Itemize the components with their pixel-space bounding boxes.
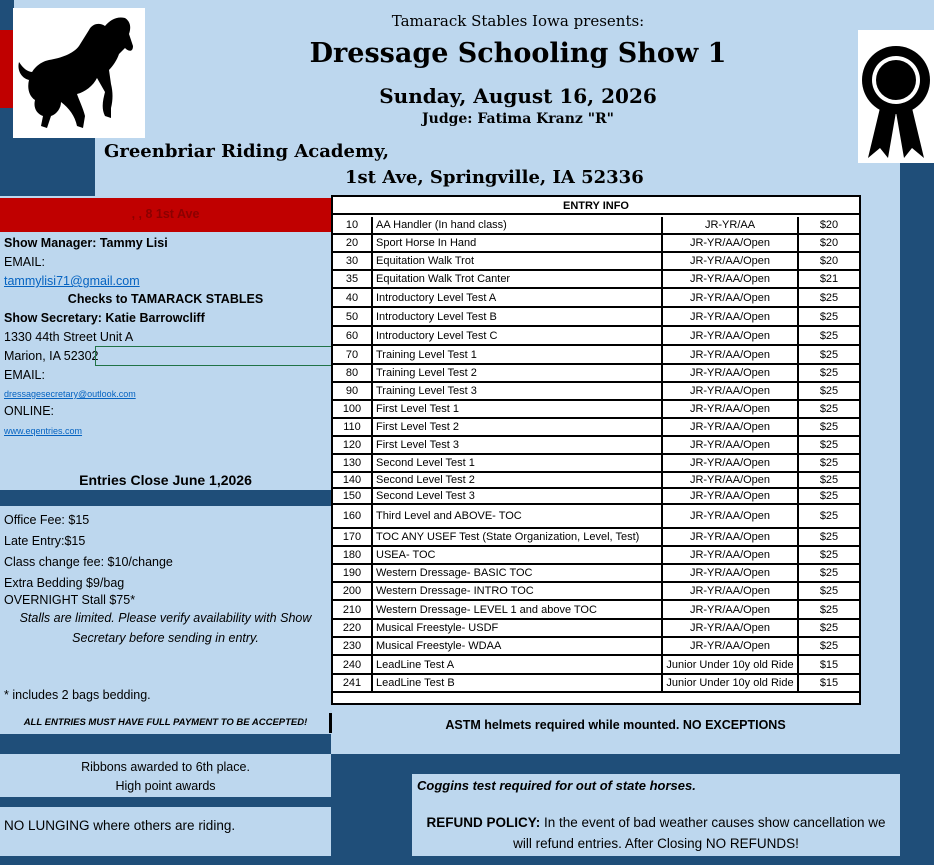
class-division: JR-YR/AA/Open [663, 638, 799, 654]
class-fee: $20 [819, 219, 839, 231]
bedding-note: * includes 2 bags bedding. [4, 688, 151, 702]
class-number: 40 [333, 289, 373, 306]
table-row [333, 675, 859, 693]
late-entry-fee: Late Entry:$15 [4, 534, 86, 548]
class-number: 200 [333, 583, 373, 599]
class-division: JR-YR/AA/Open [663, 383, 799, 399]
class-fee: $25 [819, 490, 839, 502]
horse-silhouette-icon [13, 8, 145, 138]
class-fee: $25 [819, 549, 839, 561]
ribbons-awarded: Ribbons awarded to 6th place. [81, 760, 250, 774]
class-change-fee: Class change fee: $10/change [4, 555, 173, 569]
class-division: JR-YR/AA/Open [663, 271, 799, 287]
class-name: TOC ANY USEF Test (State Organization, Level, Test) [373, 529, 663, 545]
table-row [333, 638, 859, 656]
class-name: Musical Freestyle- WDAA [373, 638, 663, 654]
policy-box [412, 774, 900, 856]
class-name: AA Handler (In hand class) [373, 217, 663, 233]
class-number: 35 [333, 271, 373, 287]
class-number: 70 [333, 346, 373, 363]
email-label-2: EMAIL: [4, 368, 45, 382]
manager-email-link[interactable]: tammylisi71@gmail.com [4, 274, 140, 288]
table-row [333, 419, 859, 437]
class-name: Third Level and ABOVE- TOC [373, 505, 663, 527]
table-row [333, 308, 859, 327]
online-url-link[interactable]: www.eqentries.com [4, 426, 83, 436]
table-row [333, 656, 859, 675]
email-label-1: EMAIL: [4, 255, 45, 269]
show-date: Sunday, August 16, 2026 [379, 84, 657, 108]
table-row [333, 327, 859, 346]
class-division: JR-YR/AA/Open [663, 601, 799, 618]
class-name: Western Dressage- BASIC TOC [373, 565, 663, 581]
class-name: Equitation Walk Trot Canter [373, 271, 663, 287]
table-row [333, 289, 859, 308]
stalls-note: Stalls are limited. Please verify availability with Show Secretary before sending in entry. [19, 611, 312, 645]
class-division: JR-YR/AA/Open [663, 583, 799, 599]
class-name: Second Level Test 1 [373, 455, 663, 471]
table-row [333, 473, 859, 489]
refund-label: REFUND POLICY: [426, 815, 541, 830]
table-row [333, 489, 859, 505]
class-fee: $25 [819, 329, 839, 342]
table-row [333, 565, 859, 583]
class-division: Junior Under 10y old Ride [663, 675, 799, 691]
class-fee: $25 [819, 585, 839, 597]
payment-note: ALL ENTRIES MUST HAVE FULL PAYMENT TO BE ACCEPTED! [23, 717, 308, 728]
class-division: JR-YR/AA/Open [663, 327, 799, 344]
class-number: 60 [333, 327, 373, 344]
table-heading: ENTRY INFO [333, 197, 859, 215]
class-division: JR-YR/AA/Open [663, 473, 799, 487]
class-division: JR-YR/AA/Open [663, 505, 799, 527]
class-fee: $25 [819, 439, 839, 451]
class-number: 240 [333, 656, 373, 673]
navy-strip-mid [0, 490, 331, 506]
class-fee: $25 [819, 421, 839, 433]
red-banner-text: , , 8 1st Ave [131, 207, 200, 221]
table-row [333, 253, 859, 271]
logo [13, 8, 145, 138]
class-division: JR-YR/AA/Open [663, 455, 799, 471]
class-name: First Level Test 3 [373, 437, 663, 453]
class-fee: $25 [819, 567, 839, 579]
red-block-left [0, 30, 14, 108]
class-division: JR-YR/AA [663, 217, 799, 233]
class-name: Introductory Level Test C [373, 327, 663, 344]
extra-bedding-fee: Extra Bedding $9/bag [4, 576, 125, 590]
class-division: JR-YR/AA/Open [663, 365, 799, 381]
secretary-city: Marion, IA 52302 [4, 349, 99, 363]
office-fee: Office Fee: $15 [4, 513, 90, 527]
coggins-note: Coggins test required for out of state horses. [417, 778, 696, 793]
class-name: LeadLine Test B [373, 675, 663, 691]
class-fee: $15 [819, 658, 839, 671]
class-fee: $25 [819, 622, 839, 634]
class-fee: $25 [819, 640, 839, 652]
class-number: 50 [333, 308, 373, 325]
class-name: Western Dressage- LEVEL 1 and above TOC [373, 601, 663, 618]
class-division: JR-YR/AA/Open [663, 620, 799, 636]
class-name: Second Level Test 2 [373, 473, 663, 487]
class-number: 100 [333, 401, 373, 417]
class-number: 180 [333, 547, 373, 563]
class-name: Equitation Walk Trot [373, 253, 663, 269]
table-row [333, 455, 859, 473]
red-banner [0, 198, 331, 232]
class-number: 170 [333, 529, 373, 545]
checks-to: Checks to TAMARACK STABLES [67, 292, 264, 306]
class-division: JR-YR/AA/Open [663, 401, 799, 417]
class-division: JR-YR/AA/Open [663, 308, 799, 325]
table-row [333, 365, 859, 383]
class-number: 190 [333, 565, 373, 581]
table-row [333, 437, 859, 455]
refund-policy [412, 812, 900, 854]
table-row [333, 583, 859, 601]
class-fee: $20 [819, 237, 839, 249]
navy-strip-bottom [0, 797, 331, 807]
ribbon-badge [858, 30, 934, 163]
class-number: 80 [333, 365, 373, 381]
class-division: JR-YR/AA/Open [663, 289, 799, 306]
table-row [333, 601, 859, 620]
class-number: 220 [333, 620, 373, 636]
class-division: JR-YR/AA/Open [663, 489, 799, 503]
entries-close: Entries Close June 1,2026 [79, 472, 252, 488]
class-name: Training Level Test 1 [373, 346, 663, 363]
class-division: JR-YR/AA/Open [663, 253, 799, 269]
class-name: Training Level Test 2 [373, 365, 663, 381]
class-name: USEA- TOC [373, 547, 663, 563]
navy-strip-low [0, 734, 331, 754]
class-fee: $25 [819, 291, 839, 304]
show-manager: Show Manager: Tammy Lisi [4, 236, 168, 250]
class-division: JR-YR/AA/Open [663, 565, 799, 581]
navy-strip-footer [0, 856, 934, 865]
class-number: 110 [333, 419, 373, 435]
class-number: 120 [333, 437, 373, 453]
secretary-street: 1330 44th Street Unit A [4, 330, 134, 344]
judge-text: Judge: Fatima Kranz "R" [422, 111, 614, 127]
show-secretary: Show Secretary: Katie Barrowcliff [4, 311, 205, 325]
class-division: JR-YR/AA/Open [663, 346, 799, 363]
class-number: 20 [333, 235, 373, 251]
class-division: JR-YR/AA/Open [663, 547, 799, 563]
table-row [333, 235, 859, 253]
class-name: First Level Test 2 [373, 419, 663, 435]
class-fee: $25 [819, 457, 839, 469]
table-row [333, 401, 859, 419]
selected-cell[interactable] [95, 346, 332, 366]
class-fee: $25 [819, 510, 839, 522]
class-number: 90 [333, 383, 373, 399]
class-division: JR-YR/AA/Open [663, 437, 799, 453]
venue-name: Greenbriar Riding Academy, [104, 141, 390, 162]
table-row [333, 383, 859, 401]
class-division: JR-YR/AA/Open [663, 529, 799, 545]
class-fee: $25 [819, 348, 839, 361]
class-name: Training Level Test 3 [373, 383, 663, 399]
class-name: Introductory Level Test B [373, 308, 663, 325]
class-number: 230 [333, 638, 373, 654]
rosette-ribbon-icon [858, 30, 934, 163]
high-point-awards: High point awards [115, 779, 216, 793]
class-fee: $25 [819, 367, 839, 379]
presents-text: Tamarack Stables Iowa presents: [391, 12, 645, 30]
class-fee: $25 [819, 385, 839, 397]
table-row [333, 217, 859, 235]
class-division: JR-YR/AA/Open [663, 235, 799, 251]
refund-text: In the event of bad weather causes show cancellation we will refund entries. After Closing NO REFUNDS! [513, 815, 886, 851]
class-number: 130 [333, 455, 373, 471]
class-number: 140 [333, 473, 373, 487]
table-row [333, 505, 859, 529]
helmets-note: ASTM helmets required while mounted. NO EXCEPTIONS [445, 718, 786, 732]
overnight-stall-fee: OVERNIGHT Stall $75* [4, 593, 136, 607]
class-name: LeadLine Test A [373, 656, 663, 673]
class-name: Musical Freestyle- USDF [373, 620, 663, 636]
class-name: Second Level Test 3 [373, 489, 663, 503]
class-fee: $21 [819, 273, 839, 285]
entry-table [331, 195, 861, 705]
class-fee: $20 [819, 255, 839, 267]
class-number: 210 [333, 601, 373, 618]
table-row [333, 271, 859, 289]
class-fee: $25 [819, 310, 839, 323]
class-name: Sport Horse In Hand [373, 235, 663, 251]
table-row [333, 547, 859, 565]
online-label: ONLINE: [4, 404, 55, 418]
class-number: 241 [333, 675, 373, 691]
class-name: Introductory Level Test A [373, 289, 663, 306]
class-name: First Level Test 1 [373, 401, 663, 417]
table-row [333, 529, 859, 547]
page-title: Dressage Schooling Show 1 [309, 38, 727, 69]
venue-address: 1st Ave, Springville, IA 52336 [345, 167, 644, 188]
class-division: Junior Under 10y old Ride [663, 656, 799, 673]
table-row [333, 620, 859, 638]
class-name: Western Dressage- INTRO TOC [373, 583, 663, 599]
secretary-email-link[interactable]: dressagesecretary@outlook.com [4, 389, 136, 399]
class-division: JR-YR/AA/Open [663, 419, 799, 435]
class-fee: $25 [819, 603, 839, 616]
class-fee: $25 [819, 531, 839, 543]
navy-block-top-left [0, 0, 14, 30]
class-number: 150 [333, 489, 373, 503]
class-number: 30 [333, 253, 373, 269]
class-number: 10 [333, 217, 373, 233]
class-fee: $25 [819, 403, 839, 415]
no-lunging: NO LUNGING where others are riding. [4, 818, 236, 833]
class-fee: $25 [819, 474, 839, 486]
class-fee: $15 [819, 677, 839, 689]
class-number: 160 [333, 505, 373, 527]
table-row [333, 346, 859, 365]
